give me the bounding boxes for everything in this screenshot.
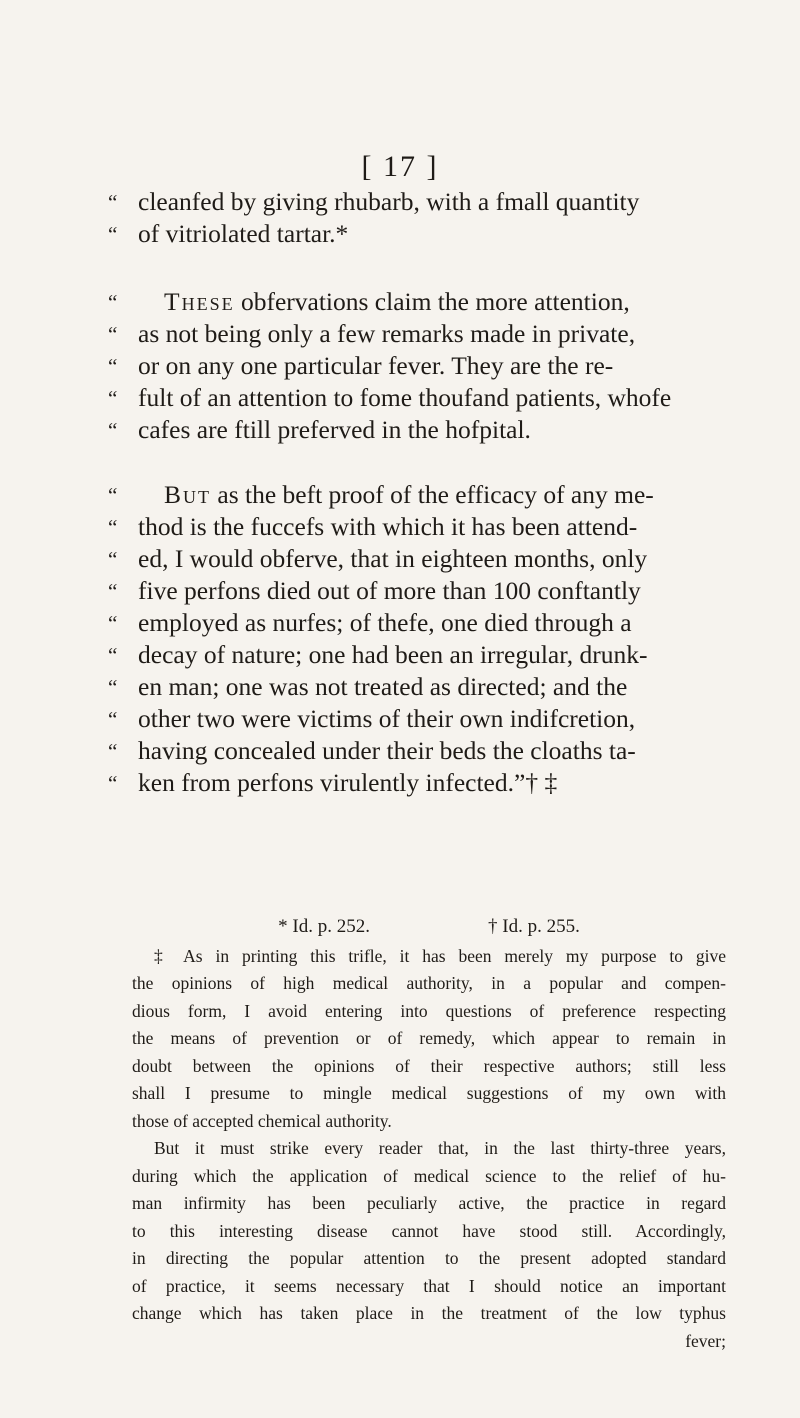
footnote-line: those of accepted chemical authority.	[132, 1110, 392, 1131]
footnote-line: ‡ As in printing this trifle, it has been merely my purpose to give	[154, 945, 726, 966]
footnote-line: the opinions of high medical authority, in a popular and compen-	[132, 973, 726, 993]
text-line: “ five perfons died out of more than 100 conftantly	[108, 576, 641, 605]
quote-mark: “	[108, 290, 118, 314]
text-line: “ These obfervations claim the more attention,	[108, 287, 630, 316]
text-line: “ other two were victims of their own indifcretion,	[108, 704, 636, 733]
quote-mark: “	[108, 418, 118, 442]
footnote-line: the means of prevention or of remedy, which appear to remain in	[132, 1028, 726, 1048]
paragraph-lead: These	[164, 287, 235, 316]
quote-mark: “	[108, 643, 118, 667]
text-line: “ employed as nurfes; of thefe, one died through a	[108, 608, 632, 637]
text-line: “ decay of nature; one had been an irregular, drunk-	[108, 640, 648, 669]
quote-mark: “	[108, 707, 118, 731]
footnote-line: change which has taken place in the treatment of the low typhus	[132, 1303, 726, 1323]
footnote-line: to this interesting disease cannot have stood still. Accordingly,	[132, 1220, 726, 1241]
quote-mark: “	[108, 739, 118, 763]
quote-mark: “	[108, 322, 118, 346]
quote-mark: “	[108, 771, 118, 795]
quote-mark: “	[108, 611, 118, 635]
text-line: “ thod is the fuccefs with which it has been attend-	[108, 512, 638, 541]
footnote-ref-2: † Id. p. 255.	[488, 916, 580, 937]
footnote-line: shall I presume to mingle medical suggestions of my own with	[132, 1083, 726, 1103]
footnote-line: man infirmity has been peculiarly active, the practice in regard	[132, 1193, 726, 1213]
text-line: “ of vitriolated tartar.*	[108, 219, 349, 248]
quote-mark: “	[108, 547, 118, 571]
text-line: “ or on any one particular fever. They are the re-	[108, 351, 614, 380]
text-line: “ as not being only a few remarks made in private,	[108, 319, 636, 348]
footnote-line: in directing the popular attention to the present adopted standard	[132, 1248, 726, 1268]
quote-mark: “	[108, 515, 118, 539]
footnote-line: during which the application of medical science to the relief of hu-	[132, 1165, 726, 1186]
footnote-ref-1: * Id. p. 252.	[278, 916, 370, 937]
footnote-line: of practice, it seems necessary that I should notice an important	[132, 1275, 726, 1296]
footnote-line: doubt between the opinions of their respective authors; still less	[132, 1055, 726, 1076]
footnote-line: But it must strike every reader that, in the last thirty-three years,	[154, 1138, 726, 1158]
main-text	[108, 186, 718, 799]
page-number: [ 17 ]	[361, 150, 439, 183]
quote-mark: “	[108, 222, 118, 246]
quote-mark: “	[108, 386, 118, 410]
quote-mark: “	[108, 579, 118, 603]
footnotes	[132, 913, 726, 1355]
text-line: “ en man; one was not treated as directed; and the	[108, 672, 628, 701]
text-line: “ But as the beft proof of the efficacy of any me-	[108, 480, 654, 509]
quote-mark: “	[108, 190, 118, 214]
paragraph-lead: But	[164, 480, 212, 509]
text-line: “ fult of an attention to fome thoufand patients, whofe	[108, 383, 672, 412]
footnote-refs	[132, 913, 726, 941]
text-line: “ cafes are ftill preferved in the hofpital.	[108, 415, 531, 444]
text-line: “ having concealed under their beds the cloaths ta-	[108, 736, 636, 765]
text-line: “ cleanfed by giving rhubarb, with a fmall quantity	[108, 187, 640, 216]
catchword: fever;	[685, 1330, 726, 1351]
footnote-line: dious form, I avoid entering into questions of preference respecting	[132, 1000, 726, 1021]
quote-mark: “	[108, 675, 118, 699]
quote-mark: “	[108, 354, 118, 378]
text-line: “ ed, I would obferve, that in eighteen months, only	[108, 544, 648, 573]
quote-mark: “	[108, 483, 118, 507]
text-line: “ ken from perfons virulently infected.”† ‡	[108, 768, 558, 797]
